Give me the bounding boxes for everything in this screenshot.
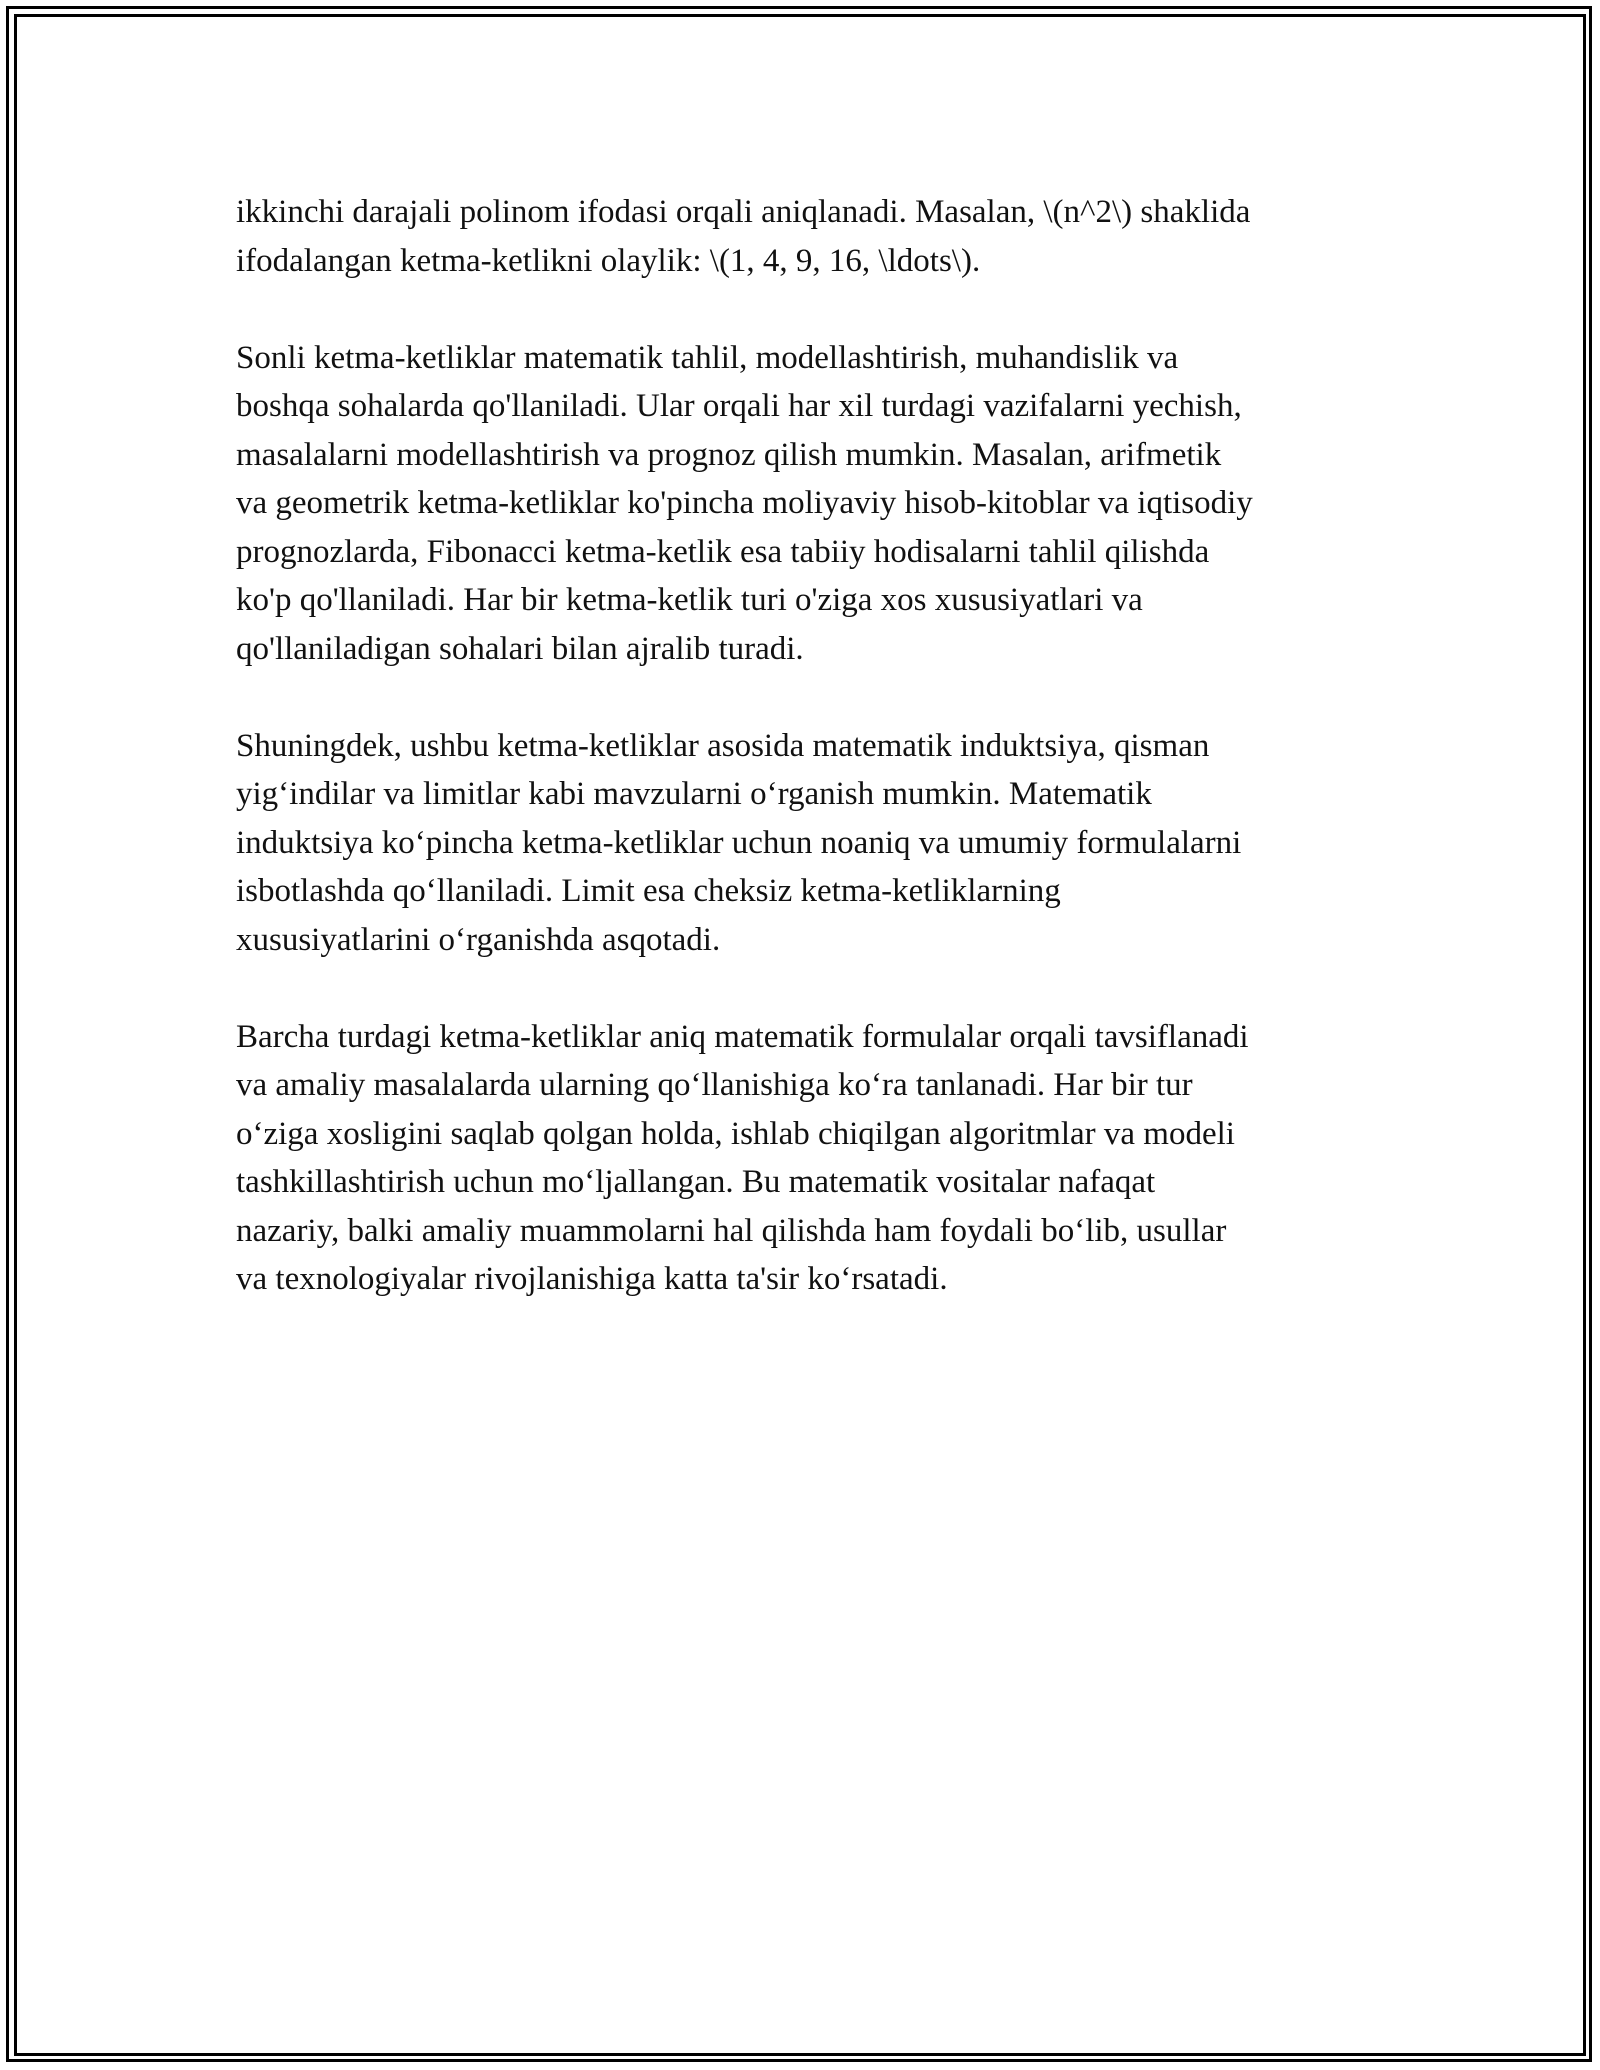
text-line: va texnologiyalar rivojlanishiga katta ta'sir ko‘rsatadi. <box>236 1261 948 1297</box>
text-line: prognozlarda, Fibonacci ketma-ketlik esa tabiiy hodisalarni tahlil qilishda <box>236 533 1210 570</box>
text-line: va geometrik ketma-ketliklar ko'pincha moliyaviy hisob-kitoblar va iqtisodiy <box>236 485 1253 521</box>
text-line: tashkillashtirish uchun mo‘ljallangan. Bu matematik vositalar nafaqat <box>236 1164 1156 1200</box>
text-line: xususiyatlarini o‘rganishda asqotadi. <box>236 921 721 958</box>
text-line: boshqa sohalarda qo'llaniladi. Ular orqali har xil turdagi vazifalarni yechish, <box>236 388 1242 424</box>
text-line: yig‘indilar va limitlar kabi mavzularni o‘rganish mumkin. Matematik <box>236 776 1152 812</box>
document-body <box>236 188 1386 1352</box>
text-line: masalalarni modellashtirish va prognoz qilish mumkin. Masalan, arifmetik <box>236 436 1222 473</box>
text-line: Sonli ketma-ketliklar matematik tahlil, modellashtirish, muhandislik va <box>236 339 1179 376</box>
text-line: induktsiya ko‘pincha ketma-ketliklar uchun noaniq va umumiy formulalarni <box>236 824 1242 861</box>
paragraph-1 <box>236 188 1386 285</box>
paragraph-2 <box>236 334 1386 674</box>
text-line: isbotlashda qo‘llaniladi. Limit esa cheksiz ketma-ketliklarning <box>236 873 1061 909</box>
text-line: Barcha turdagi ketma-ketliklar aniq matematik formulalar orqali tavsiflanadi <box>236 1018 1249 1055</box>
text-line: nazariy, balki amaliy muammolarni hal qilishda ham foydali bo‘lib, usullar <box>236 1212 1227 1249</box>
paragraph-4 <box>236 1013 1386 1304</box>
paragraph-3 <box>236 722 1386 965</box>
text-line: ifodalangan ketma-ketlikni olaylik: \(1, 4, 9, 16, \ldots\). <box>236 242 981 279</box>
text-line: qo'llaniladigan sohalari bilan ajralib turadi. <box>236 630 804 667</box>
text-line: o‘ziga xosligini saqlab qolgan holda, ishlab chiqilgan algoritmlar va modeli <box>236 1115 1235 1152</box>
text-line: va amaliy masalalarda ularning qo‘llanishiga ko‘ra tanlanadi. Har bir tur <box>236 1067 1193 1103</box>
text-line: Shuningdek, ushbu ketma-ketliklar asosida matematik induktsiya, qisman <box>236 727 1210 764</box>
text-line: ko'p qo'llaniladi. Har bir ketma-ketlik turi o'ziga xos xususiyatlari va <box>236 582 1143 618</box>
text-line: ikkinchi darajali polinom ifodasi orqali aniqlanadi. Masalan, \(n^2\) shaklida <box>236 194 1251 230</box>
